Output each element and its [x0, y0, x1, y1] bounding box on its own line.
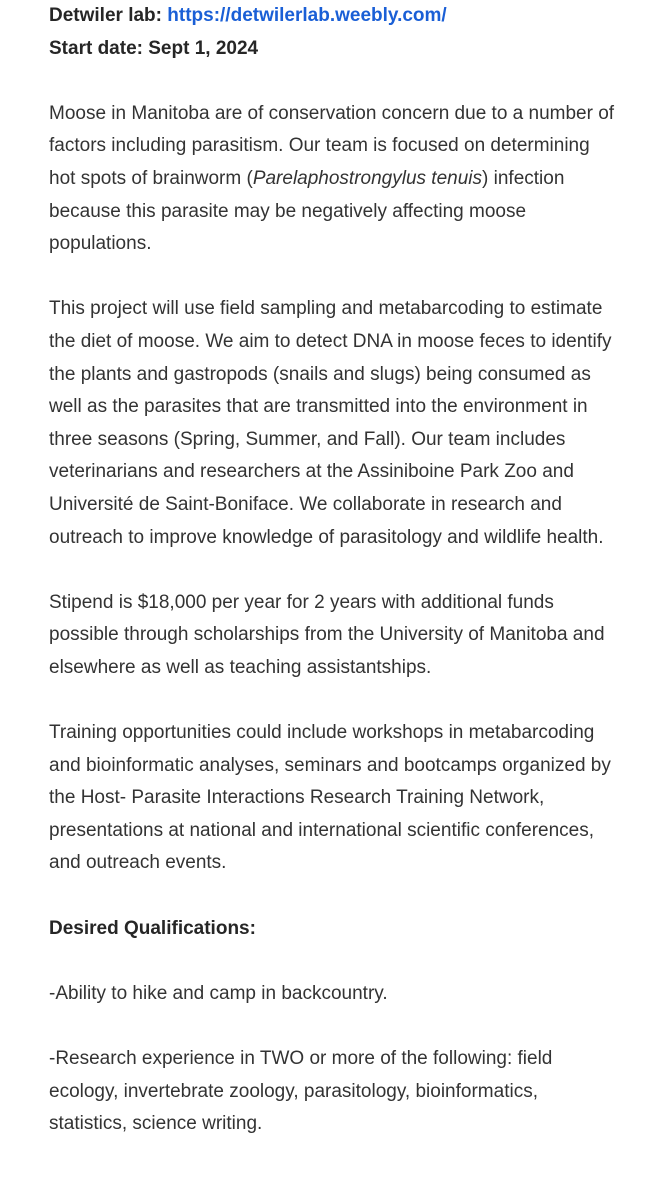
- species-name: Parelaphostrongylus tenuis: [252, 167, 483, 189]
- qualification-item: -Research experience in TWO or more of the following: field ecology, invertebrate zoology, parasitology, bioinformatics, statistics, science writing.: [49, 1048, 553, 1135]
- qualifications-heading: Desired Qualifications:: [49, 917, 256, 939]
- posting-header: [49, 0, 620, 65]
- paragraph-project: This project will use field sampling and metabarcoding to estimate the diet of moose. We aim to detect DNA in moose feces to identify the plants and gastropods (snails and slugs) being consumed as well as the parasites that are transmitted into the environment in three seasons (Spring, Summer, and Fall). Our team includes veterinarians and researchers at the Assiniboine Park Zoo and Université de Saint-Boniface. We collaborate in research and outreach to improve knowledge of parasitology and wildlife health.: [49, 298, 612, 548]
- lab-line: [49, 0, 620, 33]
- lab-website-link[interactable]: https://detwilerlab.weebly.com/: [167, 5, 447, 26]
- start-date: Start date: Sept 1, 2024: [49, 37, 259, 59]
- paragraph-conservation-start: Moose in Manitoba are of conservation concern due to a number of factors including parasitism. Our team is focused on determining hot spots of brainworm (: [49, 102, 615, 189]
- qualification-item: -Ability to hike and camp in backcountry.: [49, 982, 388, 1004]
- paragraph-conservation: [49, 98, 620, 261]
- paragraph-training: Training opportunities could include workshops in metabarcoding and bioinformatic analyses, seminars and bootcamps organized by the Host- Parasite Interactions Research Training Network, presentations at national and international scientific conferences, and outreach events.: [49, 722, 611, 874]
- lab-label: Detwiler lab:: [49, 5, 162, 26]
- paragraph-conservation-end: ) infection because this parasite may be negatively affecting moose populations.: [49, 167, 565, 255]
- paragraph-stipend: Stipend is $18,000 per year for 2 years with additional funds possible through scholarships from the University of Manitoba and elsewhere as well as teaching assistantships.: [49, 591, 605, 678]
